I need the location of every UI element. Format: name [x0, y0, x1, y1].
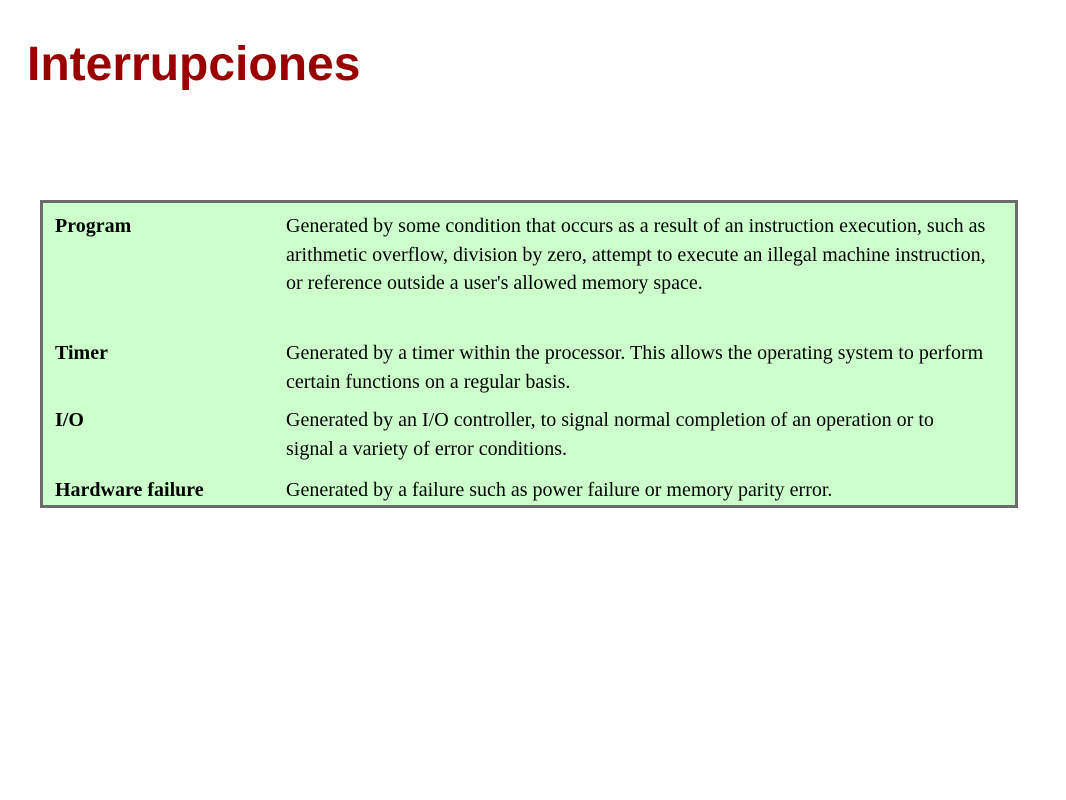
term-io: I/O — [55, 409, 84, 431]
term-hardware-failure: Hardware failure — [55, 479, 204, 501]
description-program: Generated by some condition that occurs as a result of an instruction execution, such as arithmetic overflow, division by zero, attempt to execute an illegal machine instruction, or reference outside a user's allowed memory space. — [286, 215, 986, 294]
term-program: Program — [55, 215, 132, 237]
slide-title: Interrupciones — [27, 38, 361, 91]
term-timer: Timer — [55, 342, 108, 364]
interrupt-classes-table — [40, 200, 1018, 508]
description-hardware-failure: Generated by a failure such as power failure or memory parity error. — [286, 479, 833, 501]
description-io: Generated by an I/O controller, to signal normal completion of an operation or to signal a variety of error conditions. — [286, 409, 934, 460]
description-timer: Generated by a timer within the processor. This allows the operating system to perform certain functions on a regular basis. — [286, 342, 984, 393]
